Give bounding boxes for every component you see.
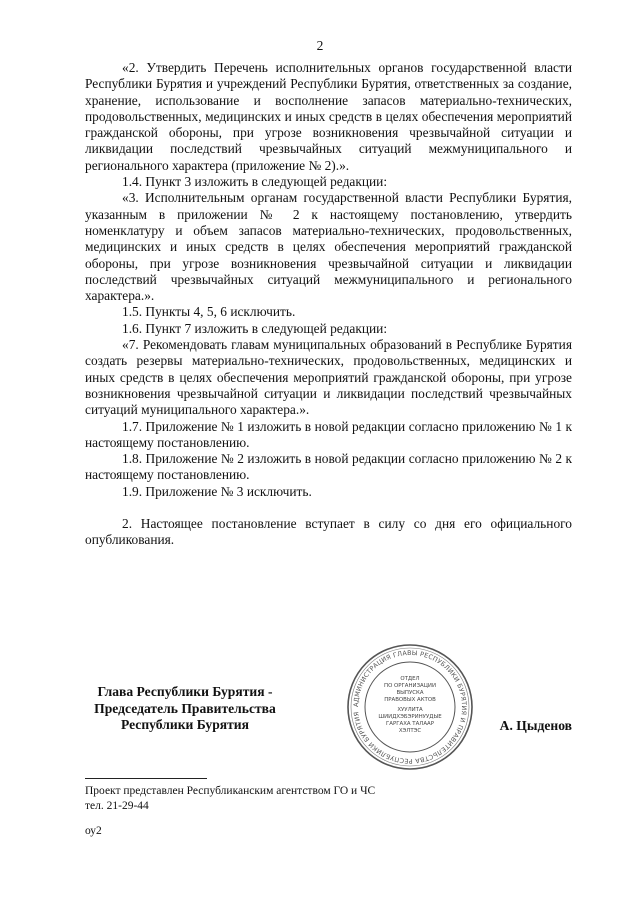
document-code: оу2 [85, 825, 102, 837]
seal-text: ХУУЛИТА [397, 707, 423, 713]
seal-text: ПРАВОВЫХ АКТОВ [384, 697, 436, 703]
paragraph-2: 2. Настоящее постановление вступает в силу со дня его официального опубликования. [85, 516, 572, 548]
footnote [85, 784, 375, 839]
signatory-name: А. Цыденов [499, 718, 572, 733]
paragraph-1-9: 1.9. Приложение № 3 исключить. [122, 483, 312, 499]
seal-ring-text: АДМИНИСТРАЦИЯ ГЛАВЫ РЕСПУБЛИКИ БУРЯТИЯ И ПРАВИТЕЛЬСТВА РЕСПУБЛИКИ БУРЯТИЯ [351, 648, 469, 766]
signature-block [85, 684, 572, 744]
footnote-divider [85, 778, 207, 779]
seal-text: ШИИДХЭБЭРИНУУДЫЕ [378, 714, 442, 720]
signatory-title [85, 684, 285, 734]
paragraph-item-7: «7. Рекомендовать главам муниципальных образований в Республике Бурятия создать резервы материально-технических, продовольственных, медицинских и иных средств в целях обеспечения мероприятий гражданской обороны, при угрозе возникновения чрезвычайной ситуации и ликвидации последствий чрезвычайных ситуаций муниципального характера.». [85, 337, 572, 418]
seal-text: ОТДЕЛ [400, 676, 420, 682]
paragraph-1-7: 1.7. Приложение № 1 изложить в новой редакции согласно приложению № 1 к настоящему постановлению. [85, 418, 572, 450]
page-number: 2 [316, 38, 324, 53]
seal-text: ПО ОРГАНИЗАЦИИ [384, 683, 436, 689]
paragraph-1-5: 1.5. Пункты 4, 5, 6 исключить. [122, 304, 296, 320]
paragraph-1-6: 1.6. Пункт 7 изложить в следующей редакции: [122, 320, 388, 336]
seal-text: ХЭЛТЭС [398, 728, 422, 734]
paragraph-1-4: 1.4. Пункт 3 изложить в следующей редакции: [122, 174, 388, 190]
footnote-author: Проект представлен Республиканским агентством ГО и ЧС [85, 785, 376, 797]
seal-text: ВЫПУСКА [396, 690, 424, 696]
seal-text: ГАРГАХА ТАЛААР [386, 721, 434, 727]
document-body [85, 60, 572, 549]
signatory-title-line: Председатель Правительства [94, 700, 276, 716]
paragraph-item-3: «3. Исполнительным органам государственной власти Республики Бурятия, указанным в приложении № 2 к настоящему постановлению, утвердить номенклатуру и объем запасов материально-технических, продовольственных, медицинских и иных средств в целях обеспечения мероприятий гражданской обороны, при угрозе возникновения чрезвычайной ситуации и ликвидации последствий чрезвычайных ситуаций межмуниципального и регионального характера.». [85, 190, 572, 304]
paragraph-1-8: 1.8. Приложение № 2 изложить в новой редакции согласно приложению № 2 к настоящему постановлению. [85, 451, 572, 483]
footnote-phone: тел. 21-29-44 [85, 800, 149, 812]
signatory-title-line: Глава Республики Бурятия - [97, 684, 273, 699]
paragraph-item-2: «2. Утвердить Перечень исполнительных органов государственной власти Республики Бурятия и учреждений Республики Бурятия, ответственных за создание, хранение, использование и восполнение запасов материально-технических, продовольственных, медицинских и иных средств в целях обеспечения мероприятий гражданской обороны, при угрозе возникновения чрезвычайной ситуации и ликвидации последствий чрезвычайных ситуаций межмуниципального и регионального характера (приложение № 2).». [85, 60, 572, 173]
signatory-title-line: Республики Бурятия [120, 717, 249, 732]
